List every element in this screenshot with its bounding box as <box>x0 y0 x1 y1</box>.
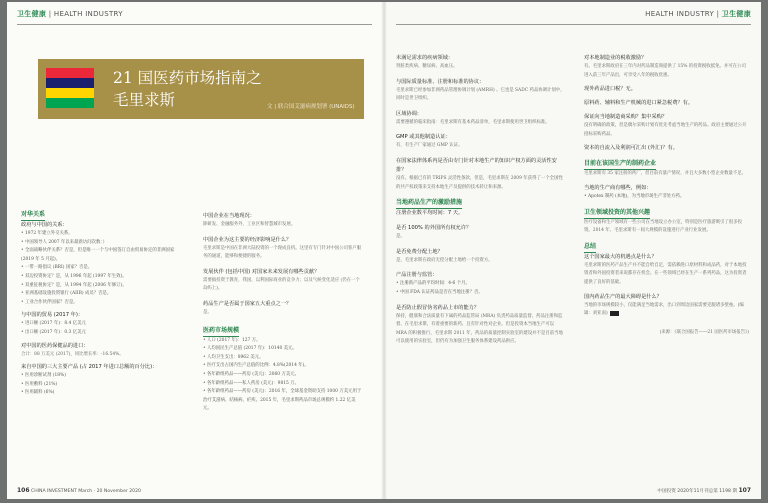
bullet-item: • 亚洲基础设施投资银行 (AIIB) 成员？否是。 <box>21 291 112 297</box>
section-name-cn: 卫生健康 <box>721 10 751 18</box>
right-page <box>384 2 761 499</box>
section-name-en: HEALTH INDUSTRY <box>53 10 123 18</box>
bullet-item: • 医疗支出占国内生产总值的比例：4.8%(2014 年)。 <box>203 363 309 369</box>
question: 在国家法律体系内是否由专门针对本地生产的知识产权方面的灵活性安排？ <box>396 157 557 173</box>
question: 中国企业在当地现况： <box>203 213 255 219</box>
right-column-1 <box>396 54 566 347</box>
bullet-item: • 工业合作伙伴国家？否是。 <box>21 299 78 305</box>
bullet-item: • 中国领导人 2007 年以来最新访问次数：） <box>21 239 108 245</box>
issue-date: March · 20 November 2020 <box>78 489 141 494</box>
question: 对中国的医药保健品的进口： <box>21 342 89 349</box>
left-page <box>7 2 384 499</box>
question: 与国际质量标准、注册和标准的协议： <box>396 78 485 85</box>
question: 保证向当地制造商采购？集中采购？ <box>584 114 668 121</box>
answer: 没有明确的政策，但是偶尔采购计划有优先考虑当地生产的药品。政府主要通过公开招标采购药品。 <box>584 123 747 137</box>
question: 对本地制造业的税收激励？ <box>584 55 647 61</box>
right-footer <box>657 487 751 494</box>
bullet-item: • 各年龄组药品——私人药房 (美元)：9815 万。 <box>203 380 300 386</box>
answer: 是，毛里求斯在政府无偿分配土地给一个投资方。 <box>396 257 493 263</box>
section-heading: 对华关系 <box>21 210 45 221</box>
article-title: 21 国医药市场指南之 毛里求斯 <box>113 69 262 109</box>
source-note: (来源：《联合国报告——21 国医药市场报告》) <box>659 329 749 335</box>
question: 来自中国的三大主要产品 (占 2017 年进口总额的百分比)： <box>21 364 158 371</box>
bullet-item: • 双边投资协定？是，从 1996 年起 (1997 年生效)。 <box>21 273 127 279</box>
answer: 是。 <box>396 234 405 240</box>
answer: 需要遵循的临床指南：毛里求斯有基本药品清单，毛里求斯使用世卫组织标准。 <box>396 119 550 125</box>
magazine-name: 中国投资 <box>657 489 676 494</box>
bullet-item: • 医用敷料 (21%) <box>21 381 58 387</box>
bullet-item: • 双重征税协定？是，从 1994 年起 (2006 年修订)。 <box>21 282 127 288</box>
bullet-item: • 进口额 (2017 年)：8.4 亿美元 <box>21 321 86 327</box>
bullet-list <box>203 337 363 414</box>
header-rule <box>396 24 751 25</box>
left-running-header: 卫生健康 | HEALTH INDUSTRY <box>17 10 123 18</box>
page-number: 107 <box>738 487 751 494</box>
article-credit: 文 | 联合国艾滋病规划署 (UNAIDS) <box>267 104 355 110</box>
bullet-item: • Apotex 制药 (本地)，为当地市场生产非处方药。 <box>584 193 685 199</box>
answer: 毛里求斯有 35 家注册的药厂，但目前有量产情况，并且大多数小型企业数量不足。 <box>584 171 747 177</box>
answer: 有，有生产厂家通过 GMP 认证。 <box>396 143 463 149</box>
section-heading: 医药市场规模 <box>203 326 239 337</box>
bullet-item: • 注册新产品的平均时间：4-6 个月。 <box>396 281 470 287</box>
page-number: 106 <box>17 487 30 494</box>
bullet-item: • 人均国民生产总值 (2017 年)：10140 美元。 <box>203 346 297 352</box>
bullet-item: • 出口额 (2017 年)：0.3 亿美元 <box>21 329 86 335</box>
question: 注册企业数平均时间：7 天。 <box>396 210 464 217</box>
answer: 没有。根据已有的 TRIPS 灵活性条款，但是，毛里求斯在 2009 年获得了一个全国性的共产权政策来支持本地生产及提供的技术转让和来源。 <box>396 175 563 190</box>
question: 资本的自流入及利润可汇出 (外汇)？有。 <box>584 145 678 152</box>
question: 当地的生产商有哪些，例如： <box>584 184 652 191</box>
bullet-item: • 一带一路倡议 (BRI) 国家？否是。 <box>21 265 93 271</box>
answer: 需要搞投资于教育，我国，以利国际商业的竞争力；以及气候变化适应 (仍在一个岛屿上)。 <box>203 277 360 292</box>
answer: 毛里求斯的医药产品生产并不能自给自足，需依赖进口原材料和成品药，对于本地投资者和外国投资者来说都存在机会。在一些领域已经在生产一系列药品，这为投资者提供了良好的基础。 <box>584 262 747 285</box>
bullet-list <box>584 193 749 202</box>
section-name-cn: 卫生健康 <box>17 10 47 18</box>
question: 区域协调： <box>396 110 422 117</box>
question: 与中国的贸易 (2017 年)： <box>21 312 84 319</box>
answer: 医疗设备和生产领域有一些公司在当地设立办公室，特别是医疗旅游吸引了很多投资。2014 年，毛里求斯有一间大规模的设施进行产业行业发展。 <box>584 219 743 234</box>
section-heading: 总结 <box>584 242 596 253</box>
answer: 毛里求斯是中国在非洲大陆投资的一个现成良机。这里有专门针对中国公司客户服务的通道，能够和便捷的服务。 <box>203 245 362 260</box>
bullet-item: • 医用辅料 (6%) <box>21 390 55 396</box>
bullet-list <box>21 230 181 307</box>
right-column-2 <box>584 54 749 337</box>
bullet-item: • 医用诊断试剂 (18%) <box>21 373 66 379</box>
bullet-item: • 各年龄组药品——药房 (美元)：2016 年，全球基金资助支持 1000 万美元用于治疗艾滋病、结核病、疟疾。2015 年，毛里求斯药品市场总规模约 1.22 亿美元。 <box>203 389 362 412</box>
end-mark-icon <box>610 311 619 316</box>
question: 原料药、辅料和生产机械的进口紧急税费？有。 <box>584 100 693 107</box>
question: 现外药品进口税？无。 <box>584 86 636 93</box>
bullet-list <box>21 372 181 398</box>
section-heading: 当地药品生产的激励措施 <box>396 198 462 209</box>
section-heading: 卫生领域投资的其他兴趣 <box>584 208 650 219</box>
header-rule <box>17 24 372 25</box>
answer: 除研发、金融服务外，工业区和智慧城市发展。 <box>203 222 296 227</box>
question: 政府与中国的关系： <box>21 222 68 228</box>
page-gutter <box>381 2 387 499</box>
mauritius-flag-icon <box>46 68 94 108</box>
bullet-item: • 1972 年建立外交关系。 <box>21 231 73 236</box>
question: 药品生产是否属于国家五大重点之一？ <box>203 300 292 307</box>
answer: 肾脏类疾病、糖尿病、高血压。 <box>396 64 458 69</box>
question: 这个国家最大的机遇点是什么？ <box>584 253 657 260</box>
bullet-item: • 全面战略伙伴关系？否是，但是唯一一个与中国签订自由贸易协定的非洲国家 (2019 年 5 月起)。 <box>21 248 175 262</box>
question: 国内药品生产的最大障碍是什么？ <box>584 293 662 300</box>
bullet-list <box>21 320 181 337</box>
magazine-spread <box>7 2 761 499</box>
issue-date: 2020年11月刊总第 1198 期 <box>677 489 737 494</box>
question: GMP 或其他制造认证： <box>396 134 451 141</box>
answer: 当地的市场规模较小，仅能满足当地需求，出口到周边国家需要克服诸多壁垒。(编辑：刘亚南) <box>584 302 744 317</box>
section-heading: 目前在该国生产的制药企业 <box>584 159 656 170</box>
magazine-name: CHINA INVESTMENT <box>31 489 77 494</box>
answer: 合计：88 万美元 (2017)，同比增长率：-16.54%。 <box>21 351 124 357</box>
bullet-item: • 人均卫生支出：8962 美元。 <box>203 354 264 360</box>
bullet-item: • 各年龄组药品——药房 (美元)：2060 万美元。 <box>203 371 300 377</box>
question: 发展伙伴 (包括中国) 对国家未来发展有哪些贡献？ <box>203 268 320 275</box>
question: 是否免费分配土地？ <box>396 248 443 255</box>
bullet-item: • 中国 FDA 认证药品是否在当地注册？否。 <box>396 289 483 295</box>
question: 未满足需求的疾病领域： <box>396 55 454 61</box>
answer: 有。毛里求斯政府在三年内对药品制造商提供了 15% 的投资税收抵免。并可在公司进入前三年产品出，可享受八年的税收优惠。 <box>584 64 746 78</box>
question: 是否 100% 的外国所有权允许？ <box>396 225 472 232</box>
question: 是否防止假冒伪劣药品上市的能力？ <box>396 304 480 311</box>
right-running-header: HEALTH INDUSTRY | 卫生健康 <box>645 10 751 18</box>
left-column-1 <box>21 205 181 398</box>
answer: 保持，健康和合法质量有下属的药品监管局 (MRA) 负责药品质量监督、药品注册和监督、在毛里求斯，有着重要的新药、且有针对性对企业。但是投资本当地生产可以 MRA 的积极推行，毛里求斯 2011 年，药品的质量控制实验室的建设并不是目前当地可以使用的实验室，但仍有为加强卫生服务体系建设药品供应。 <box>396 313 563 345</box>
answer: 毛里求斯已经参加非洲药品管理协调计划 (AMRH) 。它也是 SADC 药品协调计划中，同时是世卫组织。 <box>396 87 565 102</box>
left-footer <box>17 487 141 494</box>
bullet-item: • 人口 (2017 年)：127 万。 <box>203 337 261 343</box>
bullet-list <box>396 280 566 297</box>
left-column-2 <box>203 212 363 414</box>
question: 中国企业为这主要的经济影响是什么？ <box>203 236 292 243</box>
question: 产品注册与监管： <box>396 272 438 279</box>
title-banner <box>38 59 364 119</box>
section-name-en: HEALTH INDUSTRY <box>645 10 715 18</box>
answer: 是。 <box>203 309 212 315</box>
